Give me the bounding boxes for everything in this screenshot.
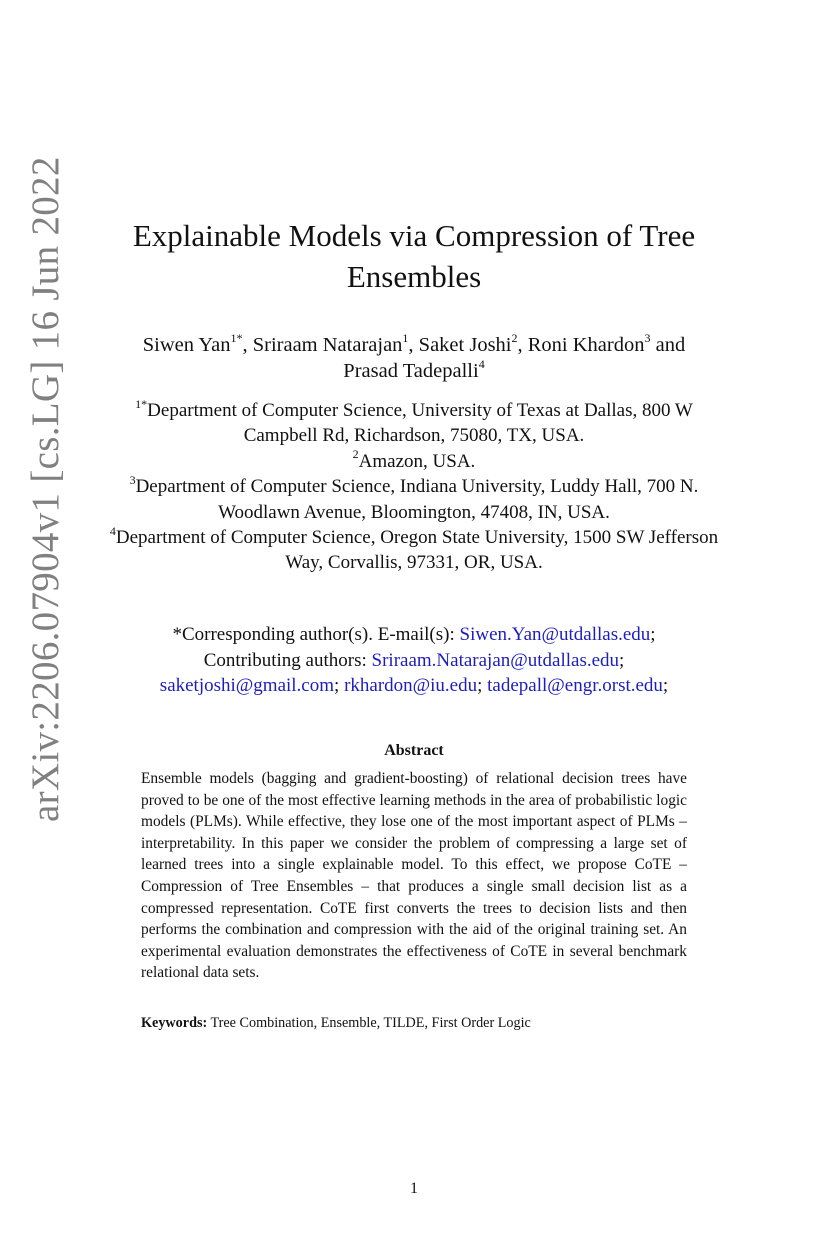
author: Prasad Tadepalli$^4$ [343, 357, 485, 382]
abstract-heading: Abstract [384, 742, 444, 759]
author: Sriraam Natarajan$^1$, [252, 331, 419, 356]
affiliations [100, 398, 728, 576]
paper-title [100, 215, 728, 297]
affiliation: $^3$Department of Computer Science, Indiana University, Luddy Hall, 700 N. Woodlawn Avenue, Bloomington, 47408, IN, USA. [129, 472, 699, 523]
title-line-1: Explainable Models via Compression of Tree [132, 218, 696, 253]
author: Roni Khardon$^3$ and [527, 331, 686, 356]
email-link[interactable]: tadepall@engr.orst.edu [487, 675, 663, 696]
email-link[interactable]: saketjoshi@gmail.com [159, 675, 335, 696]
email-link[interactable]: rkhardon@iu.edu [344, 675, 478, 696]
author: Saket Joshi$^2$, [418, 331, 528, 356]
arxiv-identifier: arXiv:2206.07904v1 [cs.LG] 16 Jun 2022 [24, 156, 67, 822]
email-link[interactable]: Sriraam.Natarajan@utdallas.edu [371, 649, 620, 671]
author: Siwen Yan$^{1*}$, [142, 331, 253, 356]
keywords [141, 1015, 701, 1032]
affiliation: $^{1*}$Department of Computer Science, University of Texas at Dallas, 800 W Campbell Rd, Richardson, 75080, TX, USA. [135, 396, 693, 447]
author-list [120, 332, 708, 384]
email-link[interactable]: Siwen.Yan@utdallas.edu [459, 624, 651, 645]
affiliation: $^2$Amazon, USA. [352, 447, 476, 472]
keywords-text: Tree Combination, Ensemble, TILDE, First Order Logic [207, 1015, 531, 1031]
correspondence: *Corresponding author(s). E-mail(s): Siwen.Yan@utdallas.edu; Contributing authors: Sriraam.Natarajan@utdallas.edu; saketjoshi@gmail.com; rkhardon@iu.edu; tadepall@engr.orst.edu; [159, 624, 669, 696]
abstract-text: Ensemble models (bagging and gradient-boosting) of relational decision trees have proved to be one of the most effective learning methods in the area of probabilistic logic models (PLMs). While effective, they lose one of the most important aspect of PLMs – interpretability. In this paper we consider the problem of compressing a large set of learned trees into a single explainable model. To this effect, we propose CoTE – Compression of Tree Ensembles – that produces a single small decision list as a compressed representation. CoTE first converts the trees to decision lists and then performs the combination and compression with the aid of the original training set. An experimental evaluation demonstrates the effectiveness of CoTE in several benchmark relational data sets. [141, 770, 687, 982]
title-line-2: Ensembles [346, 259, 482, 294]
page-number: 1 [410, 1180, 418, 1197]
affiliation: $^4$Department of Computer Science, Oregon State University, 1500 SW Jefferson Way, Corvallis, 97331, OR, USA. [109, 523, 719, 574]
keywords-label: Keywords: [141, 1015, 208, 1031]
